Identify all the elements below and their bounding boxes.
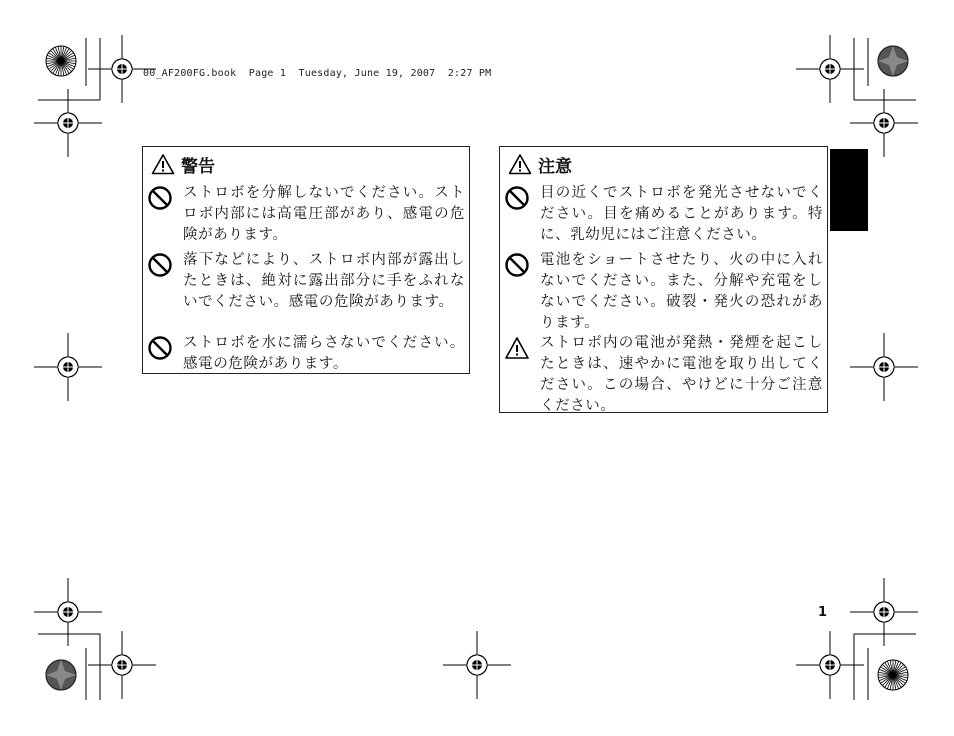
caution-triangle-icon (508, 153, 532, 175)
prohibition-icon (147, 252, 173, 278)
warning-item-2 (147, 250, 465, 313)
caution-title (508, 153, 572, 175)
warning-item-1-text: ストロボを分解しないでください。ストロボ内部には高電圧部があり、感電の危険があります。 (183, 185, 465, 243)
caution-item-1-text: 目の近くでストロボを発光させないでください。目を痛めることがあります。特に、乳幼児にはご注意ください。 (540, 185, 823, 243)
caution-item-1 (504, 183, 823, 246)
caution-box (499, 146, 828, 413)
book-header-line: 00_AF200FG.book Page 1 Tuesday, June 19, 2007 2:27 PM (143, 68, 492, 79)
warning-triangle-icon (504, 335, 530, 361)
warning-item-3-text: ストロボを水に濡らさないでください。感電の危険があります。 (183, 335, 465, 372)
warning-item-2-text: 落下などにより、ストロボ内部が露出したときは、絶対に露出部分に手をふれないでください。感電の危険があります。 (183, 252, 465, 310)
caution-item-3 (504, 333, 823, 417)
section-tab (830, 149, 868, 231)
prohibition-icon (147, 185, 173, 211)
caution-item-2-text: 電池をショートさせたり、火の中に入れないでください。また、分解や充電をしないでください。破裂・発火の恐れがあります。 (540, 252, 823, 331)
prohibition-icon (147, 335, 173, 361)
page-number: 1 (818, 605, 828, 620)
prohibition-icon (504, 185, 530, 211)
prohibition-icon (504, 252, 530, 278)
warning-triangle-icon (151, 153, 175, 175)
caution-item-3-text: ストロボ内の電池が発熱・発煙を起こしたときは、速やかに電池を取り出してください。この場合、やけどに十分ご注意ください。 (540, 335, 823, 414)
warning-item-3 (147, 333, 465, 375)
warning-box (142, 146, 470, 374)
warning-title (151, 153, 215, 175)
warning-title-text: 警告 (181, 156, 215, 177)
caution-item-2 (504, 250, 823, 334)
caution-title-text: 注意 (538, 156, 572, 177)
warning-item-1 (147, 183, 465, 246)
